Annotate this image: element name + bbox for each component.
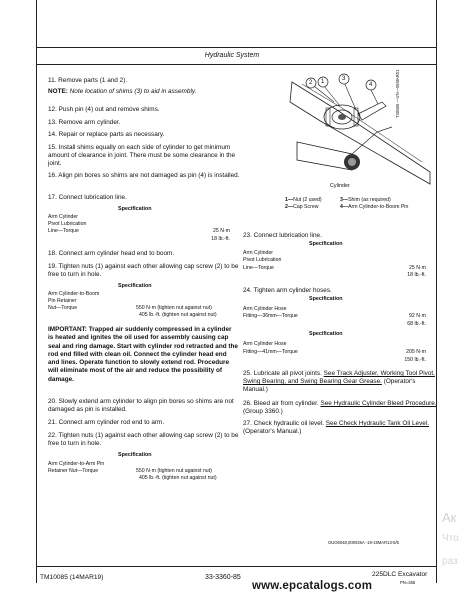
spec5-value-metric: 92 N·m [408, 313, 426, 319]
footer-doc-id: TM10085 (14MAR19) [40, 574, 104, 581]
spec3-heading: Specification [118, 452, 152, 458]
header-rule-bottom [36, 64, 437, 65]
spec3-value-imperial: 405 lb.-ft. (tighten nut against nut) [139, 475, 217, 481]
spec2-item: Arm Cylinder-to-Boom [48, 291, 100, 297]
spec6-value-metric: 205 N·m [406, 349, 426, 355]
footer-model: 225DLC Excavator [372, 571, 428, 578]
step-27 [243, 420, 441, 436]
spec1-sub: Pivot Lubrication [48, 221, 87, 227]
step-26 [243, 400, 441, 416]
spec5-value-imperial: 68 lb.-ft. [407, 321, 426, 327]
step-20: 20. Slowly extend arm cylinder to align pin bores so shims are not damaged as pin is installed. [48, 398, 234, 413]
spec2-value-imperial: 405 lb.-ft. (tighten nut against nut) [139, 312, 217, 318]
spec4-heading: Specification [309, 241, 343, 247]
spec4-item: Arm Cylinder [243, 250, 273, 256]
step-23: 23. Connect lubrication line. [243, 232, 322, 239]
step-25 [243, 370, 441, 394]
spec4-sub: Pivot Lubrication [243, 257, 282, 263]
step-24: 24. Tighten arm cylinder hoses. [243, 287, 332, 294]
cylinder-illustration [282, 69, 432, 187]
legend-4: 4—Arm Cylinder-to-Boom Pin [340, 204, 409, 210]
step-27-ref: (Operator's Manual.) [243, 428, 302, 435]
right-border [436, 0, 437, 583]
step-27-text: 27. Check hydraulic oil level. [243, 420, 324, 427]
step-16: 16. Align pin bores so shims are not damaged as pin (4) is installed. [48, 172, 240, 179]
spec3-item: Arm Cylinder-to-Arm Pin [48, 461, 105, 467]
figure-caption: Cylinder [330, 183, 350, 189]
spec6-row: Fitting—41mm—Torque [243, 349, 298, 355]
spec2-value-metric: 550 N·m (tighten nut against nut) [136, 305, 212, 311]
spec1-value-imperial: 18 lb.-ft. [211, 236, 230, 242]
reference-code: OUO6048,000026A -19-19MAR13-5/5 [328, 540, 399, 545]
callout-1: 1 [321, 79, 325, 85]
overlay-fragment-1: Ак [442, 510, 457, 525]
footer-model-code: PN=365 [400, 580, 416, 585]
step-17: 17. Connect lubrication line. [48, 194, 127, 201]
step-13: 13. Remove arm cylinder. [48, 119, 121, 126]
overlay-fragment-2: Что [442, 533, 459, 544]
spec4-value-imperial: 18 lb.-ft. [407, 272, 426, 278]
step-26-link[interactable]: See Hydraulic Cylinder Bleed Procedure. [320, 400, 437, 407]
spec1-row: Line—Torque [48, 228, 79, 234]
footer-rule [36, 566, 437, 567]
spec6-heading: Specification [309, 331, 343, 337]
spec2-sub: Pin Retainer [48, 298, 77, 304]
spec3-row: Retainer Nut—Torque [48, 468, 99, 474]
spec4-value-metric: 25 N·m [408, 265, 426, 271]
important-text: Trapped air suddenly compressed in a cylinder is heated and ignites the oil used for assembly causing cap seal and ring damage. Start with cylinder rod retracted and the rod end filled with clean oil. Connect the cylinder head end and lines. Operate function to slowly extend rod. Procedure will eliminate most of the air and reduce the possibility of damage. [48, 326, 238, 383]
step-26-ref: (Group 3360.) [243, 408, 283, 415]
callout-4: 4 [369, 82, 373, 88]
figure-id: T40685 —UN—05MAR01 [395, 69, 400, 118]
step-19: 19. Tighten nuts (1) against each other allowing cap screw (2) to be free to turn in hole. [48, 263, 239, 278]
step-18: 18. Connect arm cylinder head end to boom. [48, 250, 175, 257]
note [48, 88, 248, 96]
step-12: 12. Push pin (4) out and remove shims. [48, 106, 160, 113]
spec1-heading: Specification [118, 206, 152, 212]
spec3-value-metric: 550 N·m (tighten nut against nut) [136, 468, 212, 474]
note-label: NOTE: [48, 88, 68, 95]
watermark-url: www.epcatalogs.com [252, 580, 373, 592]
page-title: Hydraulic System [204, 52, 260, 59]
legend-2: 2—Cap Screw [285, 204, 319, 210]
spec4-row: Line—Torque [243, 265, 274, 271]
step-25-text: 25. Lubricate all pivot joints. [243, 370, 322, 377]
spec2-heading: Specification [118, 283, 152, 289]
footer-page-number: 33-3360-85 [205, 574, 241, 581]
callout-2: 2 [309, 80, 313, 86]
spec2-row: Nut—Torque [48, 305, 78, 311]
note-text: Note location of shims (3) to aid in assembly. [69, 88, 197, 95]
step-22: 22. Tighten nuts (1) against each other allowing cap screw (2) to be free to turn in hole. [48, 432, 239, 447]
spec5-heading: Specification [309, 296, 343, 302]
spec1-item: Arm Cylinder [48, 214, 78, 220]
step-25-ref: (Operator's Manual.) [243, 378, 416, 393]
overlay-fragment-3: раз [442, 556, 458, 567]
step-14: 14. Repair or replace parts as necessary. [48, 131, 165, 138]
spec6-value-imperial: 150 lb.-ft. [404, 357, 426, 363]
important-notice [48, 326, 238, 384]
spec5-row: Fitting—36mm—Torque [243, 313, 298, 319]
step-11: 11. Remove parts (1 and 2). [48, 77, 128, 84]
left-border [36, 0, 37, 583]
step-25-link[interactable]: See Track Adjuster, Working Tool Pivot, Swing Bearing, and Swing Bearing Gear Grease. [243, 370, 435, 385]
spec1-value-metric: 25 N·m [212, 228, 230, 234]
step-26-text: 26. Bleed air from cylinder. [243, 400, 319, 407]
important-label: IMPORTANT: [48, 326, 87, 333]
step-15: 15. Install shims equally on each side of cylinder to get minimum amount of clearance in joint. There must be some clearance in the joint. [48, 144, 236, 167]
legend-1: 1—Nut (2 used) [285, 197, 322, 203]
spec6-item: Arm Cylinder Hose [243, 341, 287, 347]
legend-3: 3—Shim (as required) [340, 197, 391, 203]
callout-3: 3 [342, 76, 346, 82]
step-21: 21. Connect arm cylinder rod end to arm. [48, 419, 165, 426]
step-27-link[interactable]: See Check Hydraulic Tank Oil Level. [325, 420, 430, 427]
spec5-item: Arm Cylinder Hose [243, 306, 287, 312]
header-rule-top [36, 47, 437, 48]
